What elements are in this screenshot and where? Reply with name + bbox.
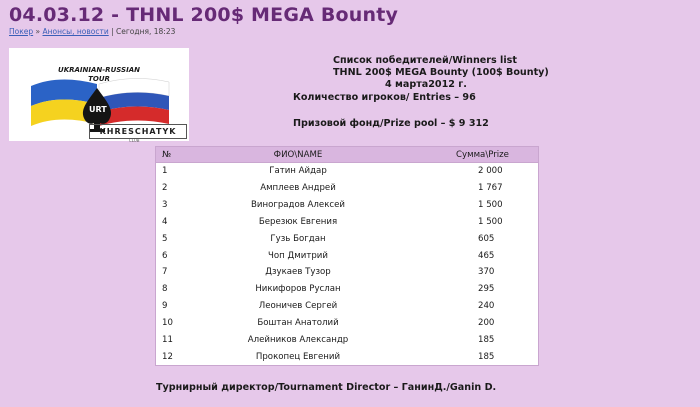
table-header-row xyxy=(156,147,539,163)
cell-name: Виноградов Алексей xyxy=(250,200,346,211)
cell-num: 2 xyxy=(162,183,168,194)
cell-name: Алейников Александр xyxy=(247,334,349,345)
cell-prize: 200 xyxy=(478,318,495,329)
cell-num: 5 xyxy=(162,233,168,244)
table-row xyxy=(156,214,539,231)
logo-emblem-text: URT xyxy=(89,105,107,114)
cell-prize: 605 xyxy=(478,233,495,244)
event-date: 4 марта2012 г. xyxy=(385,79,467,90)
cell-name: Прокопец Евгений xyxy=(255,351,341,362)
winners-table xyxy=(155,146,539,366)
club-logo-small: CLUB xyxy=(129,138,140,143)
prize-pool: Призовой фонд/Prize pool – $ 9 312 xyxy=(293,118,489,129)
cell-name: Дзукаев Тузор xyxy=(265,267,331,278)
table-row xyxy=(156,331,539,348)
cell-prize: 370 xyxy=(478,267,495,278)
header-name: ФИО\NAME xyxy=(218,147,378,163)
cell-num: 7 xyxy=(162,267,168,278)
cell-num: 9 xyxy=(162,301,168,312)
cell-num: 8 xyxy=(162,284,168,295)
breadcrumb-link-poker[interactable]: Покер xyxy=(9,27,34,36)
cell-name: Никифоров Руслан xyxy=(255,284,341,295)
page-title: 04.03.12 - THNL 200$ MEGA Bounty xyxy=(9,4,399,26)
cell-name: Боштан Анатолий xyxy=(257,318,339,329)
winners-heading: Список победителей/Winners list xyxy=(333,55,517,66)
cell-prize: 185 xyxy=(478,334,495,345)
event-name: THNL 200$ MEGA Bounty (100$ Bounty) xyxy=(333,67,549,78)
entries-count: Количество игроков/ Entries – 96 xyxy=(293,92,476,103)
post-date: Сегодня, 18:23 xyxy=(116,27,176,36)
cell-prize: 465 xyxy=(478,250,495,261)
cell-num: 1 xyxy=(162,166,168,177)
table-row xyxy=(156,230,539,247)
table-row xyxy=(156,163,539,180)
cell-prize: 1 767 xyxy=(478,183,503,194)
cell-num: 3 xyxy=(162,200,168,211)
breadcrumb xyxy=(9,27,175,36)
table-row xyxy=(156,180,539,197)
table-row xyxy=(156,348,539,365)
cell-num: 12 xyxy=(162,351,173,362)
table-row xyxy=(156,298,539,315)
breadcrumb-separator: » xyxy=(33,27,43,36)
breadcrumb-divider: | xyxy=(108,27,117,36)
cell-num: 11 xyxy=(162,334,173,345)
cell-name: Гузь Богдан xyxy=(270,233,326,244)
tour-logo xyxy=(9,48,189,141)
logo-tour-line1: UKRAINIAN-RUSSIAN xyxy=(58,66,140,74)
cell-prize: 240 xyxy=(478,301,495,312)
cell-num: 4 xyxy=(162,216,168,227)
cell-num: 10 xyxy=(162,318,173,329)
table-row xyxy=(156,264,539,281)
cell-num: 6 xyxy=(162,250,168,261)
logo-tour-line2: TOUR xyxy=(88,75,110,83)
cell-prize: 185 xyxy=(478,351,495,362)
header-prize: Сумма\Prize xyxy=(378,147,539,163)
table-row xyxy=(156,247,539,264)
cell-name: Гатин Айдар xyxy=(269,166,327,177)
cell-name: Березюк Евгения xyxy=(258,216,338,227)
club-logo: KHRESCHATYK xyxy=(89,124,187,139)
table-row xyxy=(156,281,539,298)
cell-prize: 1 500 xyxy=(478,200,503,211)
header-num: № xyxy=(156,147,219,163)
cell-name: Чоп Дмитрий xyxy=(268,250,328,261)
cell-prize: 1 500 xyxy=(478,216,503,227)
breadcrumb-link-news[interactable]: Анонсы, новости xyxy=(42,27,109,36)
table-row xyxy=(156,197,539,214)
tournament-director: Турнирный директор/Tournament Director – ГанинД./Ganin D. xyxy=(156,382,497,393)
cell-name: Леоничев Сергей xyxy=(258,301,338,312)
cell-prize: 2 000 xyxy=(478,166,503,177)
table-row xyxy=(156,315,539,332)
cell-name: Амплеев Андрей xyxy=(260,183,336,194)
cell-prize: 295 xyxy=(478,284,495,295)
